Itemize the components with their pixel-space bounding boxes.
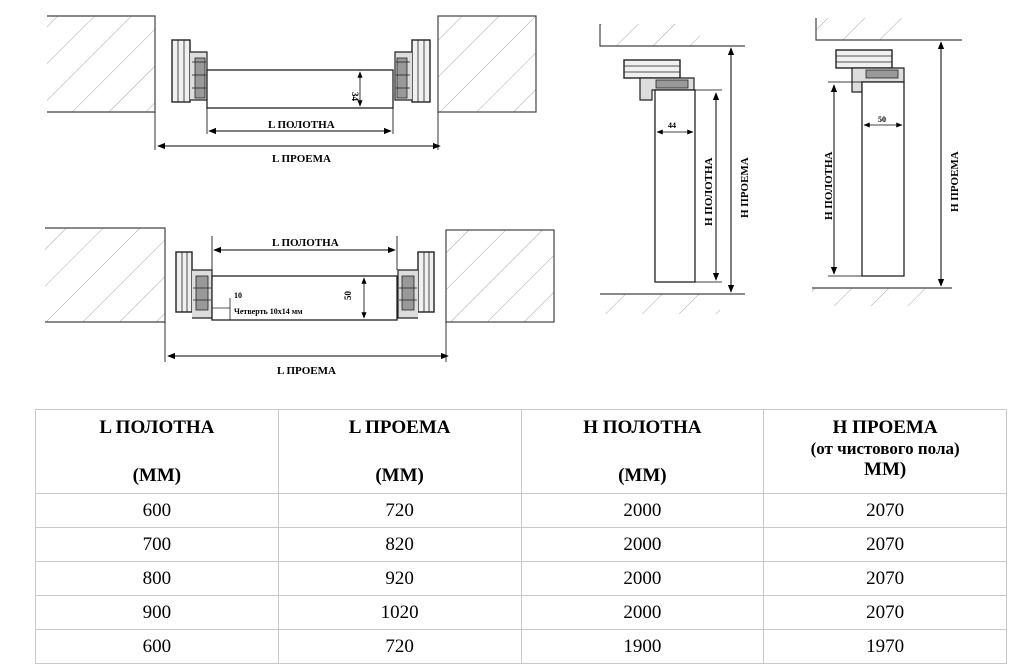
- rebate-note: Четверть 10х14 мм: [234, 307, 303, 316]
- leaf-width-label-2: L ПОЛОТНА: [272, 237, 339, 249]
- cell-leaf-height: 2000: [521, 596, 764, 630]
- floor-hatch-2: [812, 288, 936, 306]
- wall-right-hatch-2: [446, 230, 554, 322]
- cell-opening-height: 2070: [764, 562, 1007, 596]
- table-row: [36, 596, 1007, 630]
- cell-opening-width: 1020: [278, 596, 521, 630]
- header-title: L ПОЛОТНА: [99, 417, 215, 438]
- leaf-thickness-label-2: 50: [343, 291, 353, 300]
- table-row: [36, 528, 1007, 562]
- header-unit: (ММ): [132, 465, 182, 486]
- cell-leaf-width: 600: [36, 630, 279, 664]
- header-opening-width: [278, 410, 521, 494]
- opening-height-label-2: Н ПРОЕМА: [949, 151, 961, 212]
- leaf-width-label: L ПОЛОТНА: [268, 119, 335, 131]
- head-frame-1: [624, 60, 680, 78]
- cell-leaf-height: 1900: [521, 630, 764, 664]
- header-leaf-height: [521, 410, 764, 494]
- leaf-depth-label-1: 44: [668, 121, 676, 130]
- frame-right-2: [398, 252, 434, 318]
- table-row: [36, 494, 1007, 528]
- ceiling-hatch-2: [816, 18, 914, 40]
- cell-leaf-width: 900: [36, 596, 279, 630]
- cell-leaf-height: 2000: [521, 562, 764, 596]
- floor-hatch-1: [600, 294, 720, 314]
- cell-opening-width: 820: [278, 528, 521, 562]
- cell-opening-height: 2070: [764, 528, 1007, 562]
- table-row: [36, 562, 1007, 596]
- header-subtitle: (от чистового пола): [810, 439, 960, 458]
- header-unit: ММ): [864, 459, 907, 480]
- cell-opening-width: 720: [278, 630, 521, 664]
- opening-width-label-2: L ПРОЕМА: [277, 365, 336, 377]
- header-unit: (ММ): [375, 465, 424, 486]
- cell-opening-height: 2070: [764, 596, 1007, 630]
- header-leaf-width: [36, 410, 279, 494]
- wall-left-hatch: [47, 16, 155, 112]
- bottom-plan-view: [45, 228, 554, 377]
- cell-opening-width: 720: [278, 494, 521, 528]
- cell-leaf-width: 800: [36, 562, 279, 596]
- rebate-dim-label: 10: [234, 291, 242, 300]
- cell-opening-height: 1970: [764, 630, 1007, 664]
- header-title: L ПРОЕМА: [348, 417, 451, 438]
- door-leaf-side-1: [655, 90, 695, 282]
- cell-leaf-height: 2000: [521, 528, 764, 562]
- leaf-depth-label-2: 50: [878, 115, 886, 124]
- top-plan-view: [47, 16, 536, 165]
- opening-width-label: L ПРОЕМА: [272, 153, 331, 165]
- header-unit: (ММ): [618, 465, 667, 486]
- table-row: [36, 630, 1007, 664]
- head-frame-2: [836, 50, 892, 68]
- table-header-row: [36, 410, 1007, 494]
- frame-right: [395, 40, 430, 102]
- frame-left-2: [176, 252, 212, 318]
- cell-leaf-width: 700: [36, 528, 279, 562]
- wall-left-hatch-2: [45, 228, 165, 322]
- header-title: Н ПРОЕМА: [832, 417, 938, 438]
- cell-leaf-width: 600: [36, 494, 279, 528]
- door-leaf-side-2: [862, 82, 904, 276]
- side-view-2: [812, 18, 962, 306]
- ceiling-hatch-1: [600, 24, 700, 46]
- cell-leaf-height: 2000: [521, 494, 764, 528]
- side-view-1: [600, 24, 751, 314]
- door-leaf-top: [207, 70, 393, 108]
- leaf-height-label-1: Н ПОЛОТНА: [703, 157, 715, 226]
- leaf-thickness-label: 34: [350, 92, 360, 101]
- header-title: Н ПОЛОТНА: [583, 417, 702, 438]
- frame-left: [172, 40, 207, 102]
- cell-opening-height: 2070: [764, 494, 1007, 528]
- opening-height-label-1: Н ПРОЕМА: [739, 157, 751, 218]
- cell-opening-width: 920: [278, 562, 521, 596]
- wall-right-hatch: [438, 16, 536, 112]
- door-size-table: [35, 409, 1007, 664]
- leaf-height-label-2: Н ПОЛОТНА: [823, 151, 835, 220]
- header-opening-height: [764, 410, 1007, 494]
